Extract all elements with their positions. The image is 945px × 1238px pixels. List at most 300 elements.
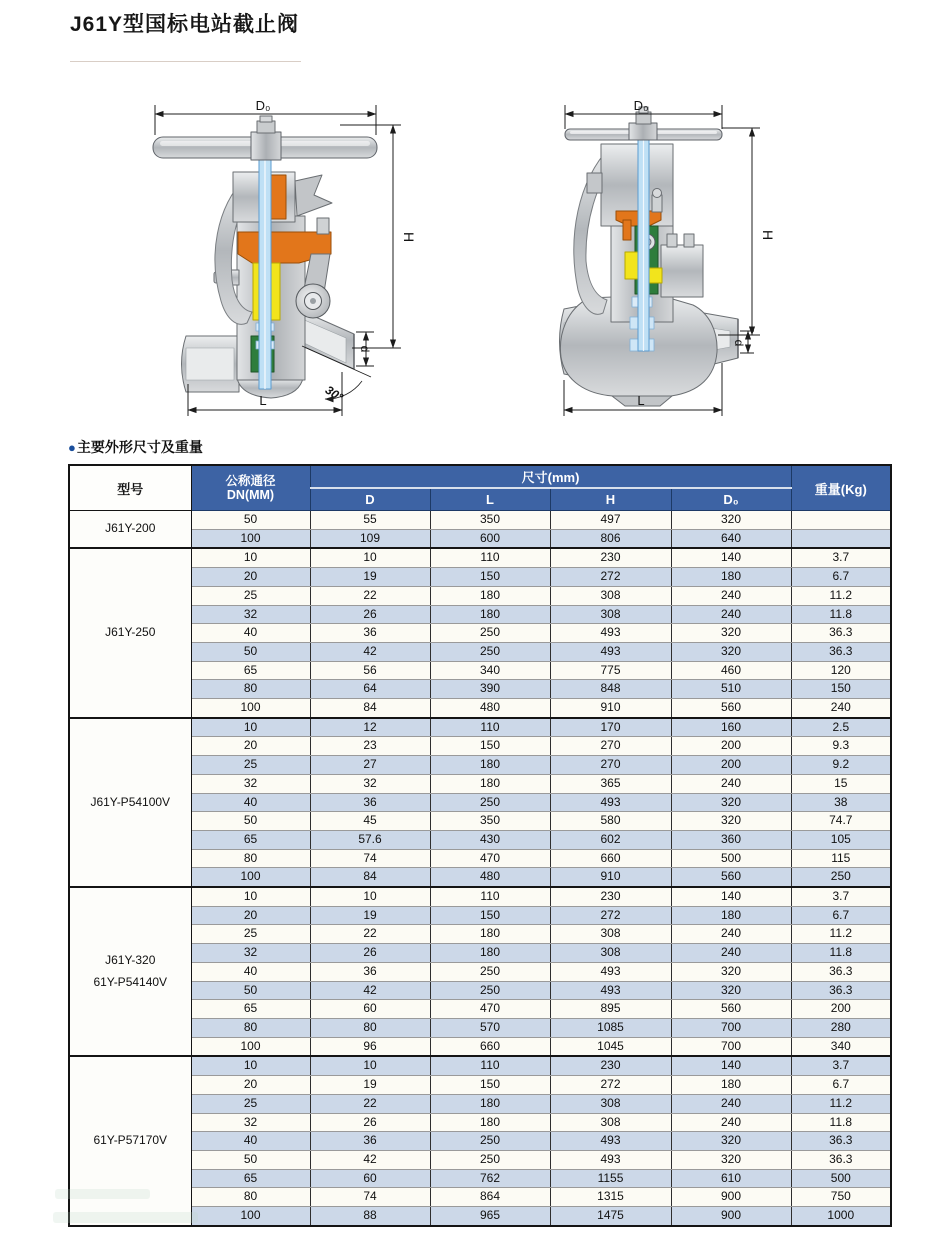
- cell: 272: [550, 1076, 671, 1095]
- cell: 140: [671, 1056, 791, 1075]
- cell: 100: [191, 868, 310, 887]
- cell: 110: [430, 718, 550, 737]
- cell: 660: [430, 1037, 550, 1056]
- cell: 480: [430, 699, 550, 718]
- cell: 11.8: [791, 605, 891, 624]
- cell: 27: [310, 756, 430, 775]
- cell: 250: [430, 624, 550, 643]
- table-row: [69, 624, 891, 643]
- cell: 10: [191, 718, 310, 737]
- cell: 848: [550, 680, 671, 699]
- cell: 390: [430, 680, 550, 699]
- col-header-dn-line2: DN(MM): [226, 488, 275, 502]
- col-header-model: 型号: [69, 465, 191, 511]
- cell: 610: [671, 1169, 791, 1188]
- model-cell: J61Y-250: [69, 548, 191, 717]
- cell: 10: [191, 1056, 310, 1075]
- cell: 60: [310, 1000, 430, 1019]
- cell: 250: [430, 1132, 550, 1151]
- cell: 430: [430, 830, 550, 849]
- col-header-l: L: [430, 488, 550, 511]
- title-underline: [70, 61, 301, 62]
- dim-label-d0-left: D₀: [255, 98, 271, 113]
- handle-hub: [629, 123, 657, 140]
- cell: 230: [550, 887, 671, 906]
- cell: 240: [671, 605, 791, 624]
- table-row: [69, 1188, 891, 1207]
- cell: 110: [430, 548, 550, 567]
- cell: 3.7: [791, 1056, 891, 1075]
- cell: 20: [191, 737, 310, 756]
- table-row: [69, 1000, 891, 1019]
- dimensions-table: [68, 464, 892, 1227]
- cell: 23: [310, 737, 430, 756]
- cell: 340: [430, 661, 550, 680]
- cell: 560: [671, 1000, 791, 1019]
- cell: 150: [791, 680, 891, 699]
- table-row: [69, 925, 891, 944]
- cell: 3.7: [791, 887, 891, 906]
- cell: [791, 529, 891, 548]
- cell: 180: [430, 925, 550, 944]
- cell: 80: [191, 849, 310, 868]
- cell: 22: [310, 586, 430, 605]
- cell: 700: [671, 1037, 791, 1056]
- cell: 36: [310, 962, 430, 981]
- table-row: [69, 529, 891, 548]
- cell: 100: [191, 1207, 310, 1226]
- cell: 32: [310, 774, 430, 793]
- cell: 57.6: [310, 830, 430, 849]
- col-header-dn-line1: 公称通径: [225, 473, 276, 488]
- handle-hub: [251, 132, 281, 160]
- cell: 910: [550, 868, 671, 887]
- cell: 36: [310, 624, 430, 643]
- cell: 460: [671, 661, 791, 680]
- cell: 1155: [550, 1169, 671, 1188]
- cell: 180: [430, 756, 550, 775]
- cell: 497: [550, 511, 671, 530]
- cell: 50: [191, 812, 310, 831]
- table-row: [69, 868, 891, 887]
- cell: 560: [671, 868, 791, 887]
- cell: 115: [791, 849, 891, 868]
- cell: 19: [310, 1076, 430, 1095]
- table-row: [69, 812, 891, 831]
- cell: 320: [671, 642, 791, 661]
- col-header-d0: D₀: [671, 488, 791, 511]
- cell: 320: [671, 793, 791, 812]
- cell: 180: [430, 586, 550, 605]
- cell: 80: [191, 1018, 310, 1037]
- cell: 1085: [550, 1018, 671, 1037]
- cell: 510: [671, 680, 791, 699]
- table-row: [69, 756, 891, 775]
- cell: 280: [791, 1018, 891, 1037]
- cell: 493: [550, 981, 671, 1000]
- cell: 493: [550, 793, 671, 812]
- watermark-artifact: [55, 1189, 150, 1199]
- cell: 6.7: [791, 906, 891, 925]
- cell: 180: [430, 1113, 550, 1132]
- cell: 180: [671, 906, 791, 925]
- table-row: [69, 981, 891, 1000]
- cell: 640: [671, 529, 791, 548]
- dim-label-h-left: H: [401, 231, 417, 243]
- table-row: [69, 1056, 891, 1075]
- cell: 910: [550, 699, 671, 718]
- cell: 580: [550, 812, 671, 831]
- table-row: [69, 1094, 891, 1113]
- cell: 1315: [550, 1188, 671, 1207]
- cell: 895: [550, 1000, 671, 1019]
- cell: 250: [791, 868, 891, 887]
- cell: 40: [191, 793, 310, 812]
- table-row: [69, 568, 891, 587]
- cell: 700: [671, 1018, 791, 1037]
- col-header-size-group: 尺寸(mm): [310, 465, 791, 488]
- cell: 26: [310, 605, 430, 624]
- cell: 10: [310, 548, 430, 567]
- table-row: [69, 830, 891, 849]
- cell: 570: [430, 1018, 550, 1037]
- dim-label-d-left: d: [358, 345, 372, 353]
- cell: 500: [791, 1169, 891, 1188]
- cell: 64: [310, 680, 430, 699]
- cell: 250: [430, 642, 550, 661]
- cell: 150: [430, 568, 550, 587]
- cell: 230: [550, 548, 671, 567]
- cell: 320: [671, 1150, 791, 1169]
- table-row: [69, 849, 891, 868]
- cell: 493: [550, 624, 671, 643]
- table-row: [69, 1018, 891, 1037]
- cell: 50: [191, 642, 310, 661]
- cell: 84: [310, 699, 430, 718]
- table-row: [69, 737, 891, 756]
- cell: 36.3: [791, 1132, 891, 1151]
- cell: 900: [671, 1207, 791, 1226]
- cell: 965: [430, 1207, 550, 1226]
- cell: 11.2: [791, 1094, 891, 1113]
- gland-orange-top: [269, 175, 286, 219]
- cell: 320: [671, 1132, 791, 1151]
- bonnet-flange: [661, 245, 703, 297]
- cell: 36.3: [791, 962, 891, 981]
- table-row: [69, 1113, 891, 1132]
- model-cell: 61Y-P57170V: [69, 1056, 191, 1225]
- cell: 100: [191, 699, 310, 718]
- cell: 80: [310, 1018, 430, 1037]
- cell: 308: [550, 1113, 671, 1132]
- cell: 26: [310, 1113, 430, 1132]
- table-row: [69, 887, 891, 906]
- table-row: [69, 1132, 891, 1151]
- cell: 32: [191, 774, 310, 793]
- cell: 500: [671, 849, 791, 868]
- cell: 308: [550, 1094, 671, 1113]
- cell: 105: [791, 830, 891, 849]
- table-row: [69, 511, 891, 530]
- cell: 65: [191, 1000, 310, 1019]
- cell: 493: [550, 1150, 671, 1169]
- cell: 270: [550, 756, 671, 775]
- cell: 272: [550, 568, 671, 587]
- model-cell: J61Y-320 61Y-P54140V: [69, 887, 191, 1056]
- cell: 180: [430, 774, 550, 793]
- cell: 320: [671, 624, 791, 643]
- cell: 480: [430, 868, 550, 887]
- cell: 22: [310, 1094, 430, 1113]
- cell: 74: [310, 1188, 430, 1207]
- table-row: [69, 774, 891, 793]
- cell: 50: [191, 981, 310, 1000]
- cell: 350: [430, 812, 550, 831]
- cell: 308: [550, 925, 671, 944]
- cell: 11.8: [791, 944, 891, 963]
- cell: 340: [791, 1037, 891, 1056]
- cell: 320: [671, 812, 791, 831]
- table-row: [69, 605, 891, 624]
- page-title: J61Y型国标电站截止阀: [70, 13, 300, 36]
- cell: 240: [671, 774, 791, 793]
- cell: 26: [310, 944, 430, 963]
- cell: 1000: [791, 1207, 891, 1226]
- table-row: [69, 793, 891, 812]
- table-row: [69, 1076, 891, 1095]
- cell: 240: [671, 944, 791, 963]
- cell: 360: [671, 830, 791, 849]
- cell: 32: [191, 944, 310, 963]
- cell: 493: [550, 1132, 671, 1151]
- cell: 308: [550, 944, 671, 963]
- cell: 110: [430, 887, 550, 906]
- cell: 20: [191, 568, 310, 587]
- cell: 900: [671, 1188, 791, 1207]
- cell: 40: [191, 624, 310, 643]
- cell: 470: [430, 849, 550, 868]
- table-row: [69, 586, 891, 605]
- cell: 320: [671, 981, 791, 1000]
- dim-label-l-right: L: [637, 393, 645, 408]
- cell: 150: [430, 737, 550, 756]
- cell: 270: [550, 737, 671, 756]
- cell: [791, 511, 891, 530]
- cell: 200: [671, 737, 791, 756]
- cell: 170: [550, 718, 671, 737]
- cell: 25: [191, 1094, 310, 1113]
- cell: 36.3: [791, 981, 891, 1000]
- watermark-artifact: [53, 1212, 198, 1223]
- cell: 240: [671, 586, 791, 605]
- cell: 36.3: [791, 1150, 891, 1169]
- stem-nut: [257, 121, 275, 133]
- cell: 180: [671, 568, 791, 587]
- cell: 3.7: [791, 548, 891, 567]
- cell: 9.2: [791, 756, 891, 775]
- cell: 84: [310, 868, 430, 887]
- cell: 40: [191, 1132, 310, 1151]
- table-row: [69, 718, 891, 737]
- cell: 10: [310, 1056, 430, 1075]
- dim-label-angle-left: 30°: [322, 382, 346, 405]
- table-row: [69, 906, 891, 925]
- cell: 120: [791, 661, 891, 680]
- dim-label-h-right: H: [760, 229, 776, 241]
- cell: 65: [191, 830, 310, 849]
- cell: 775: [550, 661, 671, 680]
- cell: 109: [310, 529, 430, 548]
- model-cell: J61Y-P54100V: [69, 718, 191, 887]
- cell: 320: [671, 511, 791, 530]
- cell: 240: [791, 699, 891, 718]
- cell: 100: [191, 1037, 310, 1056]
- cell: 9.3: [791, 737, 891, 756]
- cell: 140: [671, 887, 791, 906]
- cell: 10: [191, 548, 310, 567]
- section-title: 主要外形尺寸及重量: [76, 439, 203, 455]
- cell: 272: [550, 906, 671, 925]
- cell: 80: [191, 680, 310, 699]
- col-header-dn: [191, 465, 310, 511]
- cell: 25: [191, 925, 310, 944]
- table-row: [69, 944, 891, 963]
- cell: 6.7: [791, 1076, 891, 1095]
- table-row: [69, 1169, 891, 1188]
- section-header: [68, 437, 203, 457]
- cell: 22: [310, 925, 430, 944]
- cell: 19: [310, 568, 430, 587]
- model-cell: J61Y-200: [69, 511, 191, 549]
- cell: 6.7: [791, 568, 891, 587]
- cell: 602: [550, 830, 671, 849]
- cell: 180: [430, 1094, 550, 1113]
- cell: 36.3: [791, 642, 891, 661]
- cell: 150: [430, 906, 550, 925]
- left-valve-drawing: [153, 98, 417, 416]
- col-header-d: D: [310, 488, 430, 511]
- cell: 230: [550, 1056, 671, 1075]
- cell: 806: [550, 529, 671, 548]
- cell: 56: [310, 661, 430, 680]
- cell: 36.3: [791, 624, 891, 643]
- cell: 88: [310, 1207, 430, 1226]
- cell: 493: [550, 642, 671, 661]
- cell: 65: [191, 661, 310, 680]
- cell: 1475: [550, 1207, 671, 1226]
- cell: 150: [430, 1076, 550, 1095]
- cell: 50: [191, 511, 310, 530]
- cell: 60: [310, 1169, 430, 1188]
- cell: 15: [791, 774, 891, 793]
- table-row: [69, 642, 891, 661]
- valve-drawings: [0, 85, 945, 450]
- cell: 10: [310, 887, 430, 906]
- cell: 65: [191, 1169, 310, 1188]
- cell: 74.7: [791, 812, 891, 831]
- table-row: [69, 1037, 891, 1056]
- cell: 240: [671, 1113, 791, 1132]
- cell: 32: [191, 1113, 310, 1132]
- cell: 200: [671, 756, 791, 775]
- cell: 50: [191, 1150, 310, 1169]
- cell: 180: [430, 605, 550, 624]
- cell: 42: [310, 981, 430, 1000]
- cell: 2.5: [791, 718, 891, 737]
- cell: 96: [310, 1037, 430, 1056]
- cell: 762: [430, 1169, 550, 1188]
- lever-flag: [295, 175, 332, 216]
- cell: 250: [430, 962, 550, 981]
- cell: 180: [430, 944, 550, 963]
- cell: 20: [191, 906, 310, 925]
- cell: 250: [430, 793, 550, 812]
- cell: 365: [550, 774, 671, 793]
- cell: 250: [430, 981, 550, 1000]
- cell: 25: [191, 756, 310, 775]
- cell: 240: [671, 925, 791, 944]
- cell: 42: [310, 642, 430, 661]
- cell: 320: [671, 962, 791, 981]
- cell: 20: [191, 1076, 310, 1095]
- cell: 32: [191, 605, 310, 624]
- cell: 38: [791, 793, 891, 812]
- cell: 470: [430, 1000, 550, 1019]
- table-row: [69, 548, 891, 567]
- dim-label-d0-right: D₀: [633, 98, 649, 113]
- cell: 19: [310, 906, 430, 925]
- cell: 12: [310, 718, 430, 737]
- table-row: [69, 680, 891, 699]
- cell: 74: [310, 849, 430, 868]
- cell: 350: [430, 511, 550, 530]
- cell: 180: [671, 1076, 791, 1095]
- cell: 140: [671, 548, 791, 567]
- cell: 560: [671, 699, 791, 718]
- cell: 1045: [550, 1037, 671, 1056]
- cell: 308: [550, 605, 671, 624]
- cell: 36: [310, 793, 430, 812]
- cell: 45: [310, 812, 430, 831]
- table-row: [69, 661, 891, 680]
- dim-label-l-left: L: [259, 393, 267, 408]
- cell: 240: [671, 1094, 791, 1113]
- table-row: [69, 1150, 891, 1169]
- table-row: [69, 962, 891, 981]
- cell: 600: [430, 529, 550, 548]
- cell: 40: [191, 962, 310, 981]
- cell: 10: [191, 887, 310, 906]
- cell: 42: [310, 1150, 430, 1169]
- cell: 11.2: [791, 925, 891, 944]
- section-bullet-icon: ●: [68, 440, 76, 455]
- col-header-weight: 重量(Kg): [791, 465, 891, 511]
- cell: 110: [430, 1056, 550, 1075]
- cell: 308: [550, 586, 671, 605]
- table-row: [69, 699, 891, 718]
- cell: 100: [191, 529, 310, 548]
- cell: 11.2: [791, 586, 891, 605]
- cell: 660: [550, 849, 671, 868]
- dim-label-d-right: d: [732, 339, 746, 347]
- cell: 160: [671, 718, 791, 737]
- cell: 864: [430, 1188, 550, 1207]
- cell: 11.8: [791, 1113, 891, 1132]
- right-valve-drawing: [560, 98, 777, 416]
- cell: 200: [791, 1000, 891, 1019]
- cell: 55: [310, 511, 430, 530]
- col-header-h: H: [550, 488, 671, 511]
